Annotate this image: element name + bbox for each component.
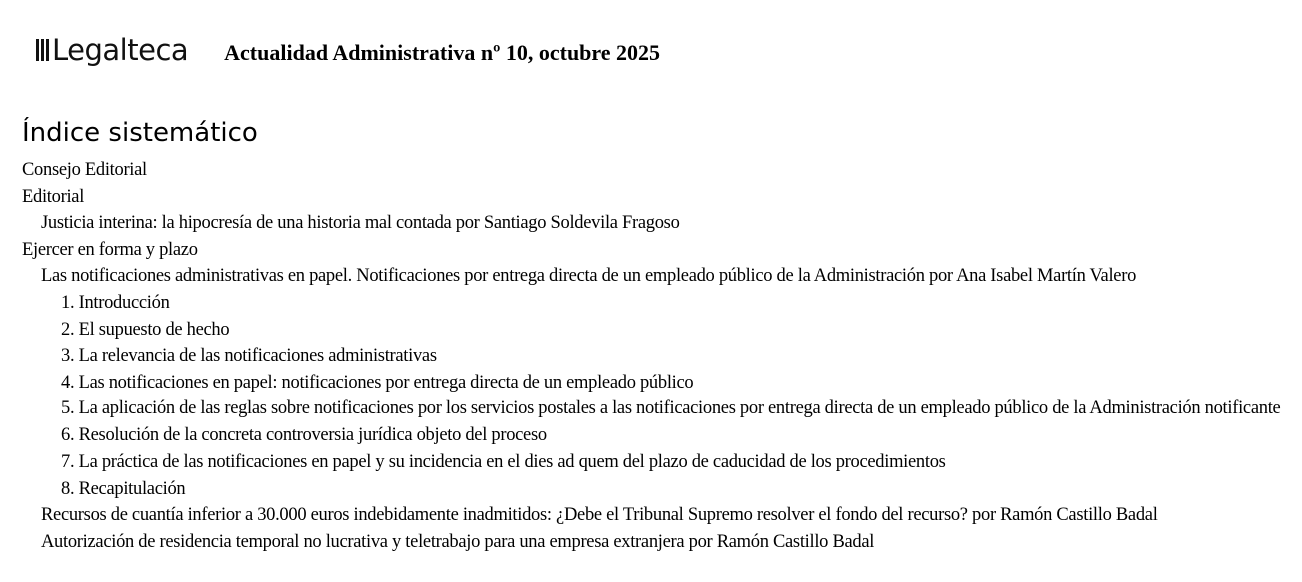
- toc-article-justicia-interina[interactable]: Justicia interina: la hipocresía de una historia mal contada por Santiago Soldevila Fragoso: [41, 213, 680, 234]
- toc-subsection-4[interactable]: 4. Las notificaciones en papel: notificaciones por entrega directa de un empleado público: [61, 372, 694, 393]
- toc-subsection-1[interactable]: 1. Introducción: [61, 292, 170, 313]
- index-heading: Índice sistemático: [22, 118, 258, 148]
- toc-article-autorizacion[interactable]: Autorización de residencia temporal no lucrativa y teletrabajo para una empresa extranjera por Ramón Castillo Badal: [41, 531, 875, 552]
- legalteca-logo[interactable]: [36, 30, 188, 70]
- toc-article-recursos[interactable]: Recursos de cuantía inferior a 30.000 euros indebidamente inadmitidos: ¿Debe el Tribunal Supremo resolver el fondo del recurso? por Ramón Castillo Badal: [41, 505, 1158, 526]
- logo-text: Legalteca: [52, 32, 189, 67]
- toc-subsection-6[interactable]: 6. Resolución de la concreta controversia jurídica objeto del proceso: [61, 425, 547, 446]
- toc-subsection-5[interactable]: 5. La aplicación de las reglas sobre notificaciones por los servicios postales a las notificaciones por entrega directa de un empleado público de la Administración notificante: [61, 398, 1281, 419]
- bulletin-title: Actualidad Administrativa nº 10, octubre 2025: [224, 40, 661, 65]
- toc-section-consejo-editorial[interactable]: Consejo Editorial: [22, 160, 147, 180]
- page-header: [36, 30, 660, 70]
- toc-subsection-8[interactable]: 8. Recapitulación: [61, 478, 186, 499]
- toc-subsection-7[interactable]: 7. La práctica de las notificaciones en papel y su incidencia en el dies ad quem del plazo de caducidad de los procedimientos: [61, 451, 946, 472]
- table-of-contents: [22, 157, 1300, 555]
- logo-bars-icon: [36, 39, 49, 61]
- toc-subsection-2[interactable]: 2. El supuesto de hecho: [61, 319, 230, 340]
- toc-section-ejercer[interactable]: Ejercer en forma y plazo: [22, 239, 198, 260]
- toc-article-notificaciones[interactable]: Las notificaciones administrativas en papel. Notificaciones por entrega directa de un empleado público de la Administración por Ana Isabel Martín Valero: [41, 266, 1137, 287]
- toc-subsection-3[interactable]: 3. La relevancia de las notificaciones administrativas: [61, 346, 437, 367]
- toc-section-editorial[interactable]: Editorial: [22, 186, 85, 207]
